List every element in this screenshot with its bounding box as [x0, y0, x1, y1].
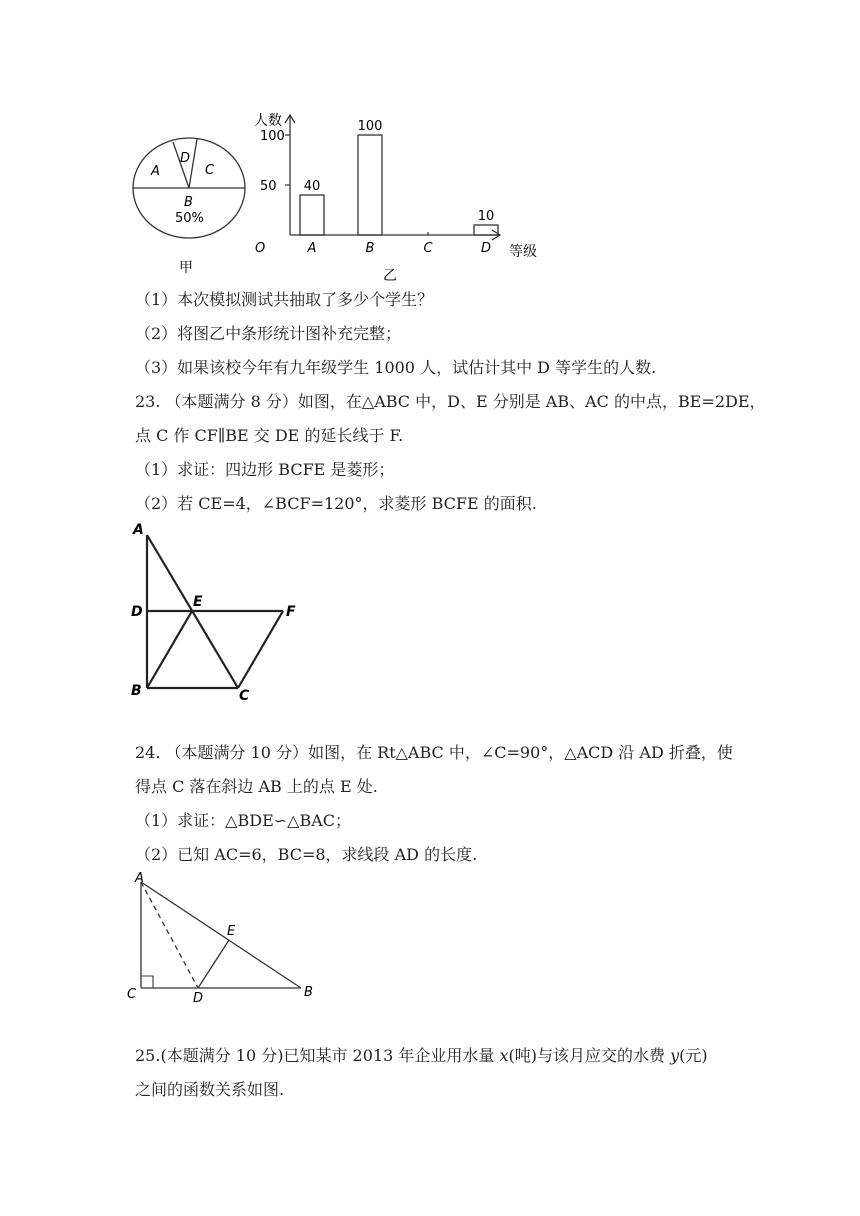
point-c: C: [239, 688, 250, 704]
bar-value-label-D: 10: [477, 209, 495, 224]
bar-chart: [245, 105, 555, 285]
q25-text-c: (元): [679, 1046, 708, 1065]
y-axis-label: 人数: [254, 113, 282, 129]
point-a: A: [133, 522, 144, 538]
y-tick-label-50: 50: [260, 179, 277, 194]
y-tick-label-100: 100: [260, 129, 285, 144]
pie-label-c: C: [205, 163, 215, 178]
q22-part3: （3）如果该校今年有九年级学生 1000 人，试估计其中 D 等学生的人数.: [135, 358, 657, 377]
q25-line1: [135, 1045, 708, 1067]
fold-triangle-diagram: [125, 868, 325, 1003]
q25-text-b: (吨)与该月应交的水费: [508, 1046, 671, 1065]
pie-chart: [125, 130, 255, 280]
bar-A: [300, 195, 324, 235]
right-angle-mark: [141, 976, 153, 988]
point-e: E: [193, 594, 203, 610]
q25-var-y: y: [670, 1046, 680, 1065]
point-b: B: [304, 985, 313, 1000]
x-tick-label-D: D: [480, 241, 492, 256]
bar-value-label-B: 100: [357, 119, 383, 134]
bar-D: [474, 225, 498, 235]
pie-figure: [125, 130, 255, 280]
bar-caption: 乙: [383, 268, 397, 284]
bar-B: [358, 135, 382, 235]
bar-figure: [245, 105, 555, 285]
q24-figure: [125, 868, 325, 1003]
x-axis-label: 等级: [509, 244, 537, 260]
point-f: F: [286, 604, 296, 620]
segment-ab: [141, 882, 301, 988]
point-e: E: [227, 924, 236, 939]
point-c: C: [127, 987, 137, 1002]
pie-divider-dc: [189, 139, 197, 188]
point-b: B: [131, 683, 142, 699]
q24-line2: 得点 C 落在斜边 AB 上的点 E 处.: [135, 777, 378, 796]
rhombus-diagram: [125, 520, 315, 705]
x-tick-label-C: C: [423, 241, 433, 256]
q23-line1: 23. （本题满分 8 分）如图，在△ABC 中，D、E 分别是 AB、AC 的中点，BE=2DE，: [135, 392, 766, 411]
q23-part1: （1）求证：四边形 BCFE 是菱形；: [135, 460, 395, 479]
q23-line2: 点 C 作 CF∥BE 交 DE 的延长线于 F.: [135, 426, 404, 445]
q25-text-a: 25.(本题满分 10 分)已知某市 2013 年企业用水量: [135, 1046, 500, 1065]
pie-label-b-percent: 50%: [175, 211, 204, 226]
q23-part2: （2）若 CE=4，∠BCF=120°，求菱形 BCFE 的面积.: [135, 494, 537, 513]
x-tick-label-B: B: [365, 241, 375, 256]
point-d: D: [193, 991, 204, 1003]
segment-be: [147, 611, 192, 688]
segment-de: [198, 940, 229, 988]
q24-line1: 24. （本题满分 10 分）如图，在 Rt△ABC 中，∠C=90°，△ACD 沿 AD 折叠，使: [135, 743, 733, 762]
pie-label-d: D: [180, 151, 191, 166]
point-d: D: [131, 604, 143, 620]
q25-var-x: x: [499, 1046, 509, 1065]
q22-part2: （2）将图乙中条形统计图补充完整；: [135, 324, 402, 343]
q24-part1: （1）求证：△BDE∽△BAC；: [135, 811, 352, 830]
pie-label-b: B: [184, 195, 193, 210]
pie-label-a: A: [151, 164, 160, 179]
segment-ad-dashed: [141, 882, 198, 988]
x-tick-label-A: A: [307, 241, 317, 256]
pie-caption: 甲: [179, 260, 193, 276]
point-a: A: [135, 871, 144, 886]
q22-part1: （1）本次模拟测试共抽取了多少个学生？: [135, 290, 434, 309]
bar-value-label-A: 40: [303, 179, 321, 194]
origin-label: O: [255, 241, 266, 256]
q25-line2: 之间的函数关系如图.: [135, 1080, 285, 1099]
segment-cf: [238, 611, 283, 688]
q24-part2: （2）已知 AC=6，BC=8，求线段 AD 的长度.: [135, 845, 478, 864]
q23-figure: [125, 520, 315, 705]
